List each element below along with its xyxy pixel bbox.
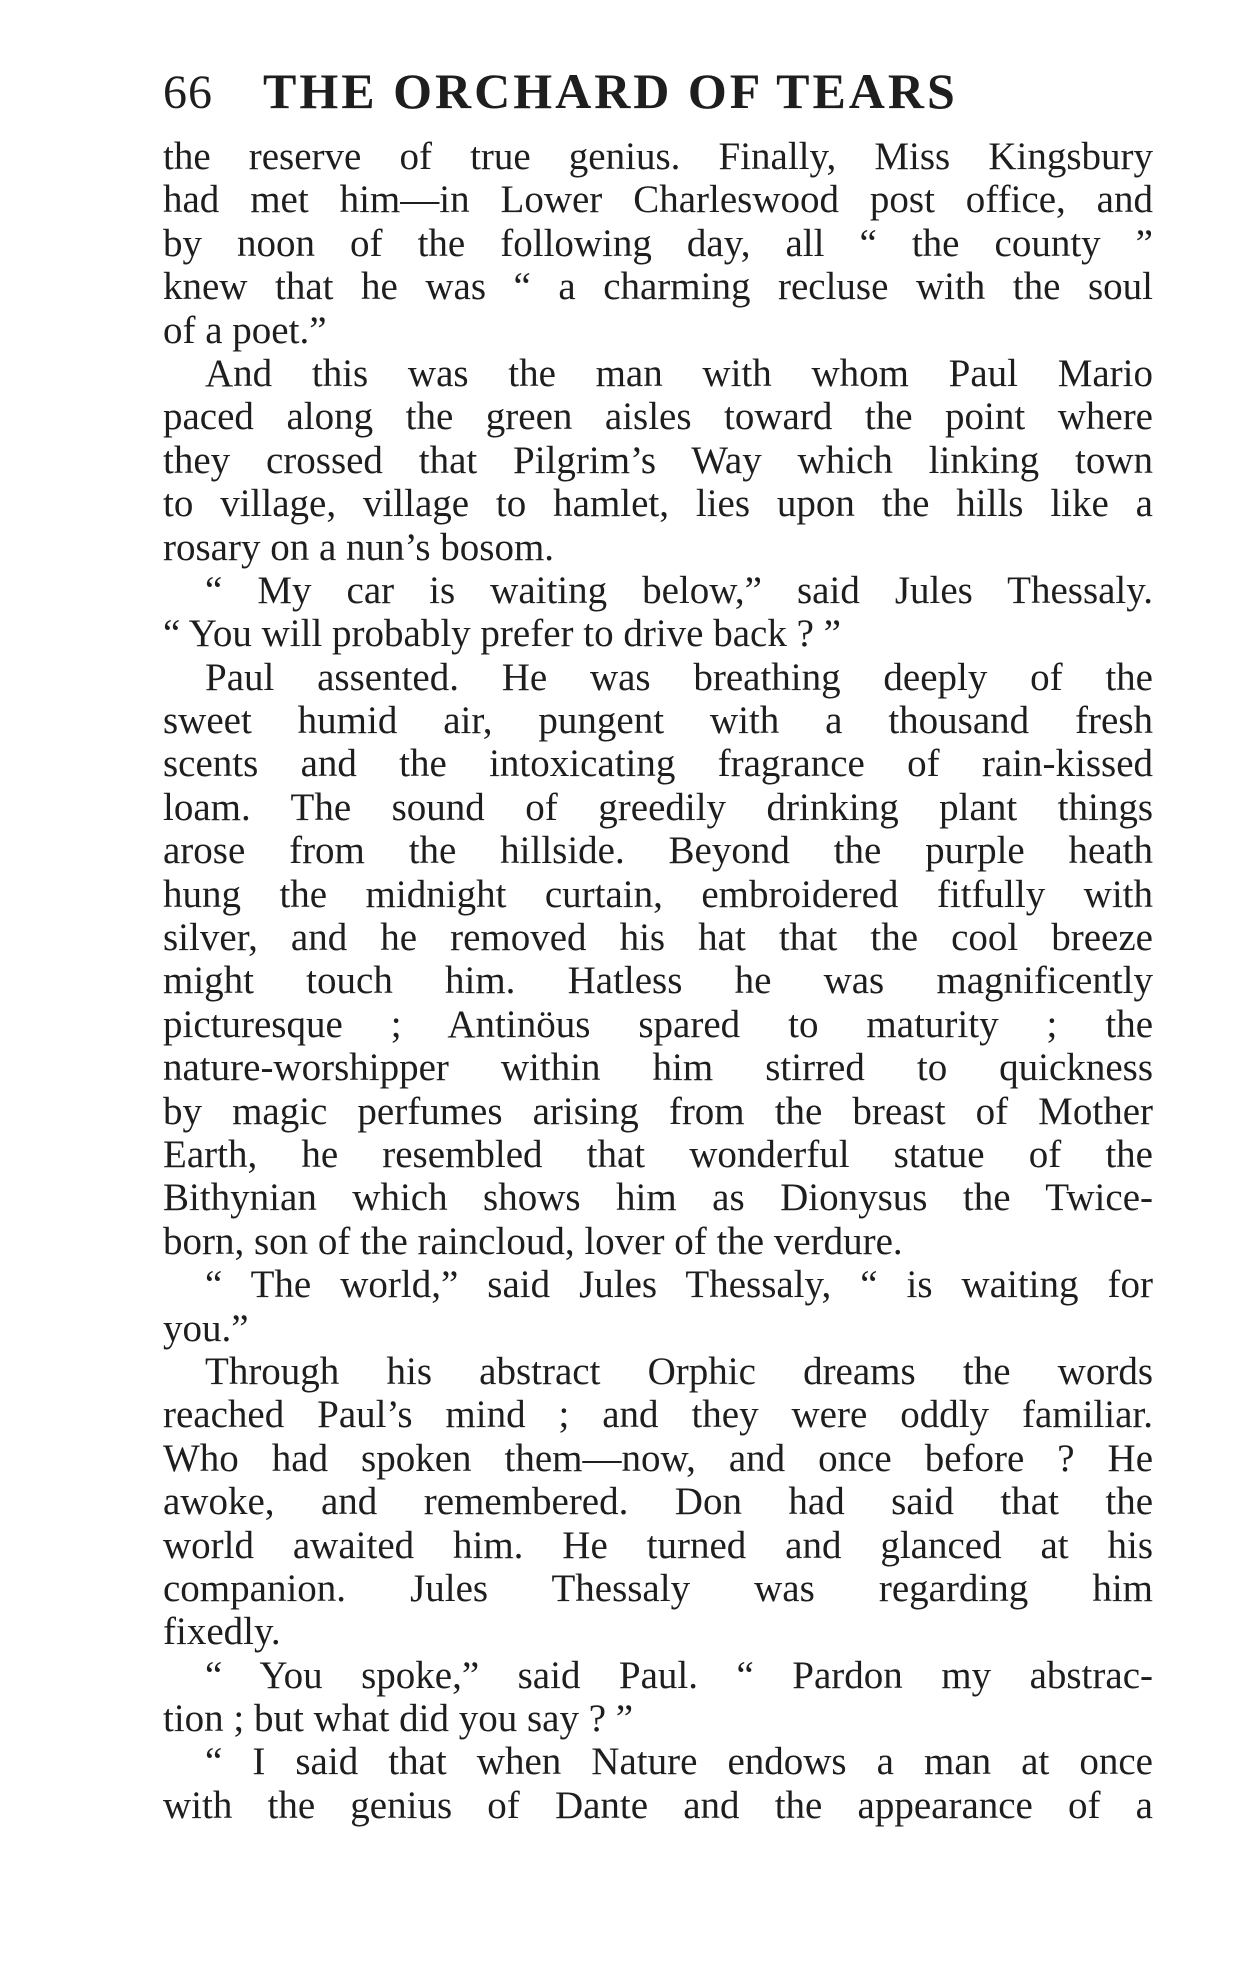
text-line: you.”: [163, 1306, 249, 1350]
text-line: loam. The sound of greedily drinking plant things: [163, 785, 1153, 829]
text-line: world awaited him. He turned and glanced at his: [163, 1523, 1153, 1567]
text-line: Bithynian which shows him as Dionysus the Twice-: [163, 1176, 1153, 1220]
text-line: And this was the man with whom Paul Mario: [205, 351, 1153, 395]
text-line: companion. Jules Thessaly was regarding him: [163, 1566, 1153, 1610]
text-line: of a poet.”: [163, 308, 327, 352]
text-line: Paul assented. He was breathing deeply of the: [205, 655, 1153, 699]
text-line: Earth, he resembled that wonderful statue of the: [163, 1132, 1153, 1176]
text-line: knew that he was “ a charming recluse with the soul: [163, 265, 1153, 309]
text-line: silver, and he removed his hat that the cool breeze: [163, 916, 1153, 960]
page-header: [163, 62, 1163, 132]
text-line: reached Paul’s mind ; and they were oddly familiar.: [163, 1393, 1153, 1437]
text-line: fixedly.: [163, 1610, 281, 1654]
text-line: “ The world,” said Jules Thessaly, “ is waiting for: [205, 1263, 1153, 1307]
text-line: to village, village to hamlet, lies upon the hills like a: [163, 482, 1153, 526]
text-line: “ My car is waiting below,” said Jules Thessaly.: [205, 568, 1153, 612]
text-line: “ I said that when Nature endows a man at once: [205, 1740, 1153, 1784]
text-line: picturesque ; Antinöus spared to maturity ; the: [163, 1002, 1153, 1046]
text-line: they crossed that Pilgrim’s Way which linking town: [163, 438, 1153, 482]
running-head: THE ORCHARD OF TEARS: [263, 63, 958, 119]
text-line: by magic perfumes arising from the breast of Mother: [163, 1089, 1153, 1133]
page-number: 66: [163, 66, 213, 119]
text-line: awoke, and remembered. Don had said that the: [163, 1480, 1153, 1524]
text-line: paced along the green aisles toward the point where: [163, 395, 1153, 439]
text-line: tion ; but what did you say ? ”: [163, 1697, 634, 1741]
text-line: arose from the hillside. Beyond the purple heath: [163, 829, 1153, 873]
text-line: rosary on a nun’s bosom.: [163, 525, 555, 569]
text-line: Who had spoken them—now, and once before ? He: [163, 1436, 1153, 1480]
text-line: had met him—in Lower Charleswood post office, and: [163, 178, 1153, 222]
body-text: [163, 135, 1153, 1827]
text-line: hung the midnight curtain, embroidered fitfully with: [163, 872, 1153, 916]
text-line: “ You will probably prefer to drive back ? ”: [163, 612, 841, 656]
text-line: “ You spoke,” said Paul. “ Pardon my abstrac-: [205, 1653, 1153, 1697]
text-line: by noon of the following day, all “ the county ”: [163, 221, 1153, 265]
text-line: sweet humid air, pungent with a thousand fresh: [163, 699, 1153, 743]
text-line: the reserve of true genius. Finally, Miss Kingsbury: [163, 135, 1153, 178]
text-line: might touch him. Hatless he was magnificently: [163, 959, 1153, 1003]
text-line: born, son of the raincloud, lover of the verdure.: [163, 1219, 903, 1263]
text-line: scents and the intoxicating fragrance of rain-kissed: [163, 742, 1153, 786]
text-line: nature-worshipper within him stirred to quickness: [163, 1046, 1153, 1090]
text-line: Through his abstract Orphic dreams the words: [205, 1349, 1153, 1393]
text-line: with the genius of Dante and the appearance of a: [163, 1783, 1153, 1827]
